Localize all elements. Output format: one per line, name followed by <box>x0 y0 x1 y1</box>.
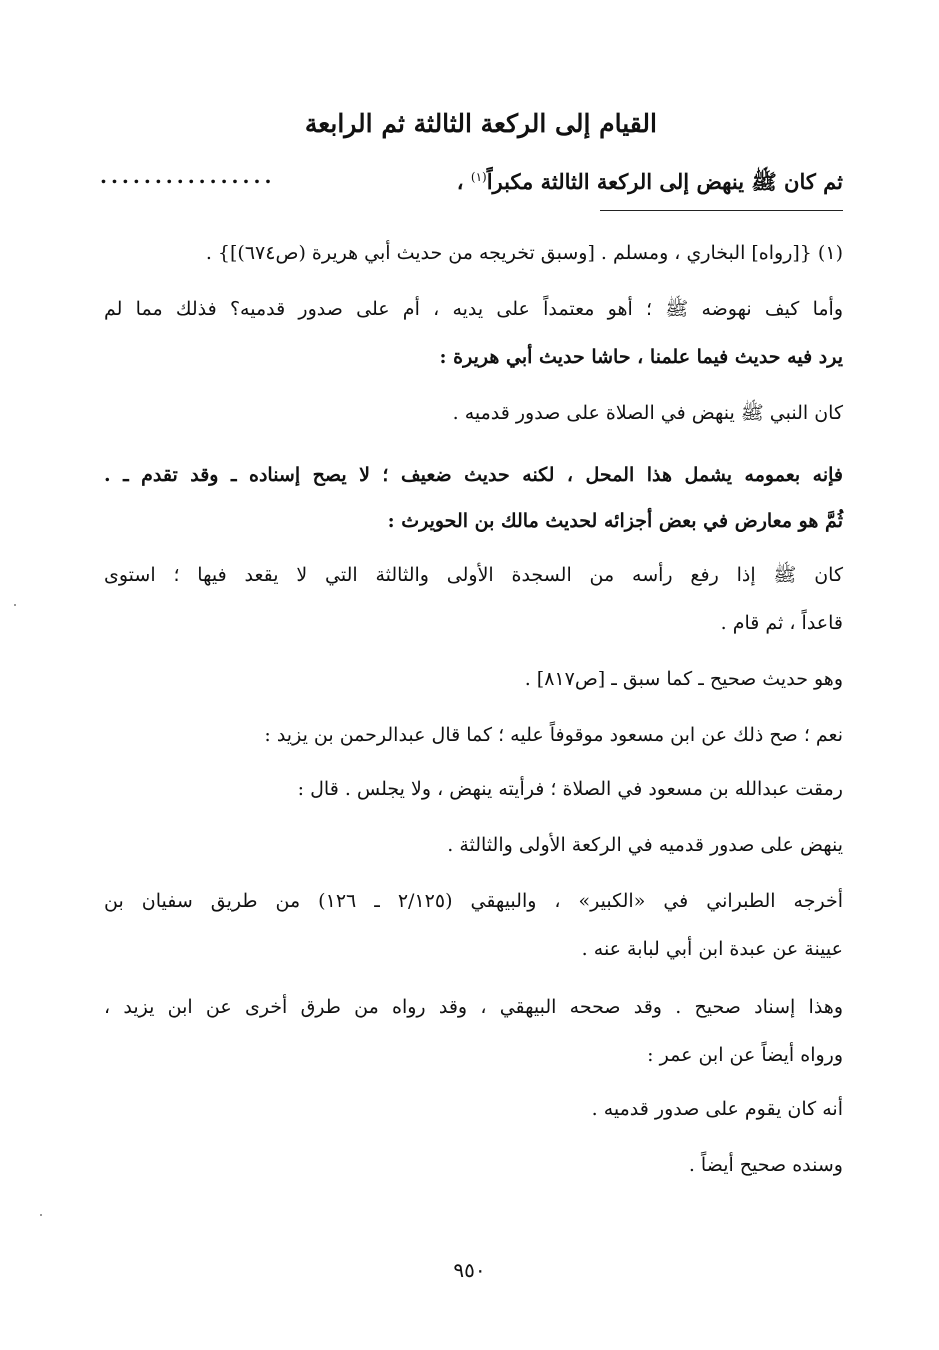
narration-line-2: ينهض على صدور قدميه في الركعة الأولى والثالثة . <box>447 834 843 856</box>
takhrij-line-2: عيينة عن عبدة ابن أبي لبابة عنه . <box>581 938 843 960</box>
paragraph-line-1: وأما كيف نهوضه ﷺ ؛ أهو معتمداً على يديه ، أم على صدور قدميه؟ فذلك مما لم <box>104 298 843 320</box>
paragraph-line-2: يرد فيه حديث فيما علمنا ، حاشا حديث أبي هريرة : <box>439 346 843 368</box>
subheading-text: ثم كان ﷺ ينهض إلى الركعة الثالثة مكبراً <box>486 169 843 194</box>
paragraph-line-6: نعم ؛ صح ذلك عن ابن مسعود موقوفاً عليه ؛ كما قال عبدالرحمن بن يزيد : <box>264 724 843 746</box>
dotted-leader: ................ <box>100 164 276 188</box>
footnote-separator <box>600 210 843 211</box>
subheading-comma: ، <box>456 169 464 194</box>
scan-speck <box>14 604 16 606</box>
paragraph-line-4: ثُمَّ هو معارض في بعض أجزائه لحديث مالك بن الحويرث : <box>387 510 843 532</box>
hadith-quote-2: كان ﷺ إذا رفع رأسه من السجدة الأولى والثالثة التي لا يقعد فيها ؛ استوى <box>104 564 843 586</box>
section-title: القيام إلى الركعة الثالثة ثم الرابعة <box>304 109 657 138</box>
narration-line-1: رمقت عبدالله بن مسعود في الصلاة ؛ فرأيته ينهض ، ولا يجلس . قال : <box>297 778 843 800</box>
scan-speck <box>40 1214 42 1216</box>
takhrij-line-1: أخرجه الطبراني في «الكبير» ، والبيهقي (٢/١٢٥ ـ ١٢٦) من طريق سفيان بن <box>104 890 843 912</box>
narration-line-3: أنه كان يقوم على صدور قدميه . <box>591 1098 843 1120</box>
paragraph-line-8: ورواه أيضاً عن ابن عمر : <box>647 1044 843 1066</box>
page-number: ٩٥٠ <box>453 1258 486 1282</box>
footnote-reference: (١) <box>470 170 487 184</box>
hadith-quote-1: كان النبي ﷺ ينهض في الصلاة على صدور قدميه . <box>452 402 843 424</box>
paragraph-line-3: فإنه بعمومه يشمل هذا المحل ، لكنه حديث ضعيف ؛ لا يصح إسناده ـ وقد تقدم ـ . <box>104 464 843 486</box>
paragraph-line-5: وهو حديث صحيح ـ كما سبق ـ [ص٨١٧] . <box>524 668 843 690</box>
closing-line: وسنده صحيح أيضاً . <box>688 1154 843 1176</box>
section-subheading <box>457 160 843 199</box>
paragraph-line-7: وهذا إسناد صحيح . وقد صححه البيهقي ، وقد رواه من طرق أخرى عن ابن يزيد ، <box>104 996 843 1018</box>
hadith-quote-2-end: قاعداً ، ثم قام . <box>720 612 843 634</box>
footnote-text: (١) {[رواه] البخاري ، ومسلم . [وسبق تخريجه من حديث أبي هريرة (ص٦٧٤)]} . <box>205 242 843 264</box>
